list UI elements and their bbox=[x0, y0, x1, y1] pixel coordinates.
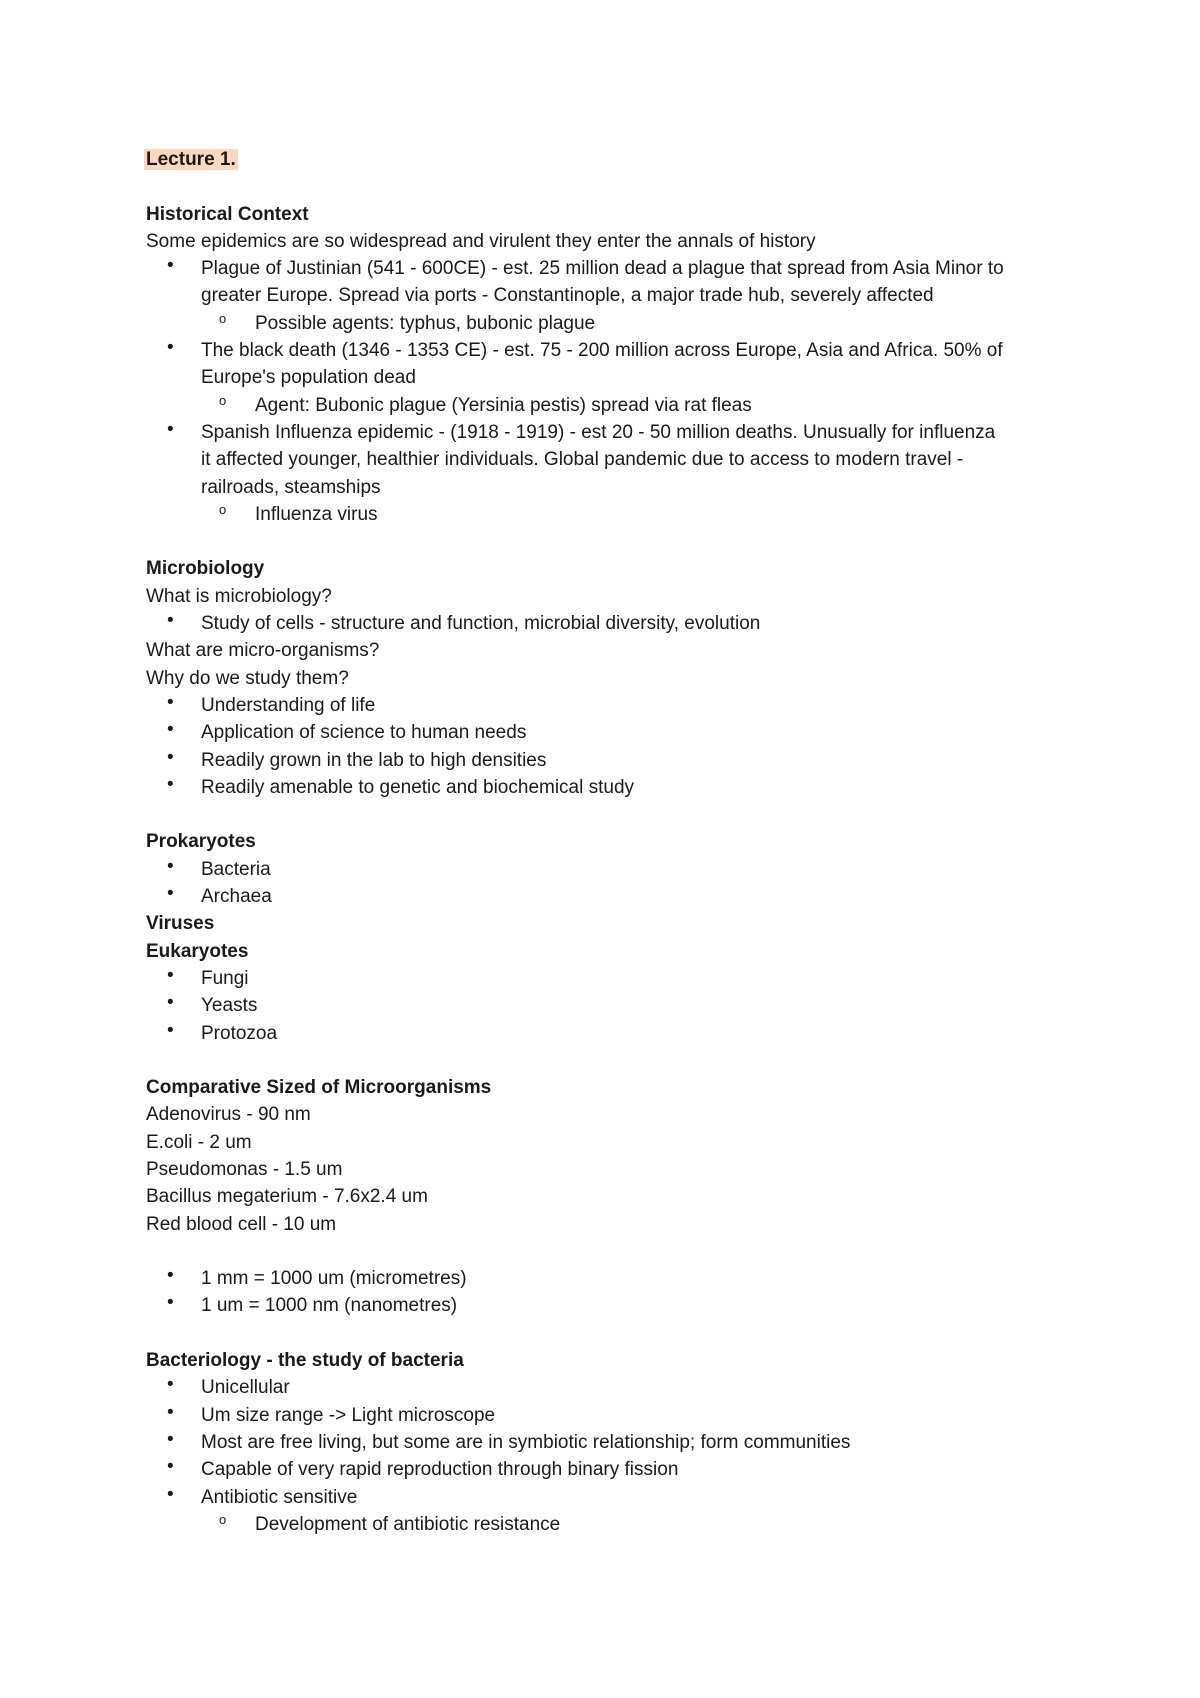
list-item-unit: • 1 mm = 1000 um (micrometres) bbox=[146, 1265, 1076, 1292]
size-item: Adenovirus - 90 nm bbox=[146, 1104, 311, 1126]
bullet-icon: • bbox=[167, 883, 174, 905]
list-item-bacteria: • Most are free living, but some are in symbiotic relationship; form communities bbox=[146, 1429, 1076, 1456]
section-heading-prokaryotes: Prokaryotes bbox=[146, 831, 256, 853]
list-item-black-death: • The black death (1346 - 1353 CE) - est. 75 - 200 million across Europe, Asia and Africa. 50% of Europe's population dead bbox=[146, 337, 1076, 392]
bullet-icon: • bbox=[167, 746, 174, 768]
circle-bullet-icon: o bbox=[219, 392, 227, 408]
list-item-answer: • Study of cells - structure and function, microbial diversity, evolution bbox=[146, 610, 1076, 637]
history-intro: Some epidemics are so widespread and virulent they enter the annals of history bbox=[146, 230, 816, 252]
bullet-icon: • bbox=[167, 1456, 174, 1478]
list-item-eukaryote: • Protozoa bbox=[146, 1020, 1076, 1047]
list-item-prokaryote: • Bacteria bbox=[146, 856, 1076, 883]
bullet-icon: • bbox=[167, 1019, 174, 1041]
size-item: Bacillus megaterium - 7.6x2.4 um bbox=[146, 1186, 428, 1208]
section-heading-sizes: Comparative Sized of Microorganisms bbox=[146, 1077, 492, 1099]
bullet-icon: • bbox=[167, 1483, 174, 1505]
size-item: Pseudomonas - 1.5 um bbox=[146, 1158, 343, 1180]
bullet-icon: • bbox=[167, 418, 174, 440]
bullet-icon: • bbox=[167, 1428, 174, 1450]
section-heading-bacteriology: Bacteriology - the study of bacteria bbox=[146, 1350, 464, 1372]
circle-bullet-icon: o bbox=[219, 310, 227, 326]
list-item-bacteria: • Unicellular bbox=[146, 1374, 1076, 1401]
bullet-icon: • bbox=[167, 337, 174, 359]
list-item-reason: • Readily amenable to genetic and biochemical study bbox=[146, 774, 1076, 801]
sub-item-black-death-agent: o Agent: Bubonic plague (Yersinia pestis) spread via rat fleas bbox=[146, 392, 1076, 419]
bullet-icon: • bbox=[167, 1265, 174, 1287]
list-item-reason: • Application of science to human needs bbox=[146, 719, 1076, 746]
question-what-is: What is microbiology? bbox=[146, 585, 332, 607]
list-item-reason: • Readily grown in the lab to high densities bbox=[146, 747, 1076, 774]
question-why: Why do we study them? bbox=[146, 667, 349, 689]
list-item-reason: • Understanding of life bbox=[146, 692, 1076, 719]
bullet-icon: • bbox=[167, 855, 174, 877]
list-item-justinian: • Plague of Justinian (541 - 600CE) - est. 25 million dead a plague that spread from Asia Minor to greater Europe. Spread via ports - Constantinople, a major trade hub, severely affected bbox=[146, 255, 1076, 310]
list-item-bacteria: • Um size range -> Light microscope bbox=[146, 1402, 1076, 1429]
document-body bbox=[146, 146, 1076, 1538]
section-heading-history: Historical Context bbox=[146, 203, 309, 225]
circle-bullet-icon: o bbox=[219, 501, 227, 517]
size-item: E.coli - 2 um bbox=[146, 1131, 252, 1153]
section-heading-eukaryotes: Eukaryotes bbox=[146, 940, 249, 962]
section-heading-microbiology: Microbiology bbox=[146, 558, 265, 580]
bullet-icon: • bbox=[167, 691, 174, 713]
bullet-icon: • bbox=[167, 610, 174, 632]
circle-bullet-icon: o bbox=[219, 1511, 227, 1527]
bullet-icon: • bbox=[167, 1401, 174, 1423]
question-what-are: What are micro-organisms? bbox=[146, 640, 380, 662]
list-item-prokaryote: • Archaea bbox=[146, 883, 1076, 910]
bullet-icon: • bbox=[167, 719, 174, 741]
list-item-eukaryote: • Yeasts bbox=[146, 992, 1076, 1019]
bullet-icon: • bbox=[167, 773, 174, 795]
list-item-spanish-flu: • Spanish Influenza epidemic - (1918 - 1919) - est 20 - 50 million deaths. Unusually for influenza it affected younger, healthier individuals. Global pandemic due to access to modern travel - railroads, steamships bbox=[146, 419, 1076, 501]
sub-item-resistance: o Development of antibiotic resistance bbox=[146, 1511, 1076, 1538]
title-highlight: Lecture 1. bbox=[146, 149, 236, 170]
section-heading-viruses: Viruses bbox=[146, 913, 215, 935]
list-item-eukaryote: • Fungi bbox=[146, 965, 1076, 992]
list-item-unit: • 1 um = 1000 nm (nanometres) bbox=[146, 1292, 1076, 1319]
lecture-title bbox=[146, 146, 1076, 173]
sub-item-spanish-flu-agent: o Influenza virus bbox=[146, 501, 1076, 528]
bullet-icon: • bbox=[167, 1374, 174, 1396]
bullet-icon: • bbox=[167, 992, 174, 1014]
bullet-icon: • bbox=[167, 1292, 174, 1314]
list-item-bacteria: • Antibiotic sensitive bbox=[146, 1484, 1076, 1511]
size-item: Red blood cell - 10 um bbox=[146, 1213, 337, 1235]
bullet-icon: • bbox=[167, 255, 174, 277]
list-item-bacteria: • Capable of very rapid reproduction through binary fission bbox=[146, 1456, 1076, 1483]
bullet-icon: • bbox=[167, 964, 174, 986]
sub-item-justinian-agents: o Possible agents: typhus, bubonic plague bbox=[146, 310, 1076, 337]
